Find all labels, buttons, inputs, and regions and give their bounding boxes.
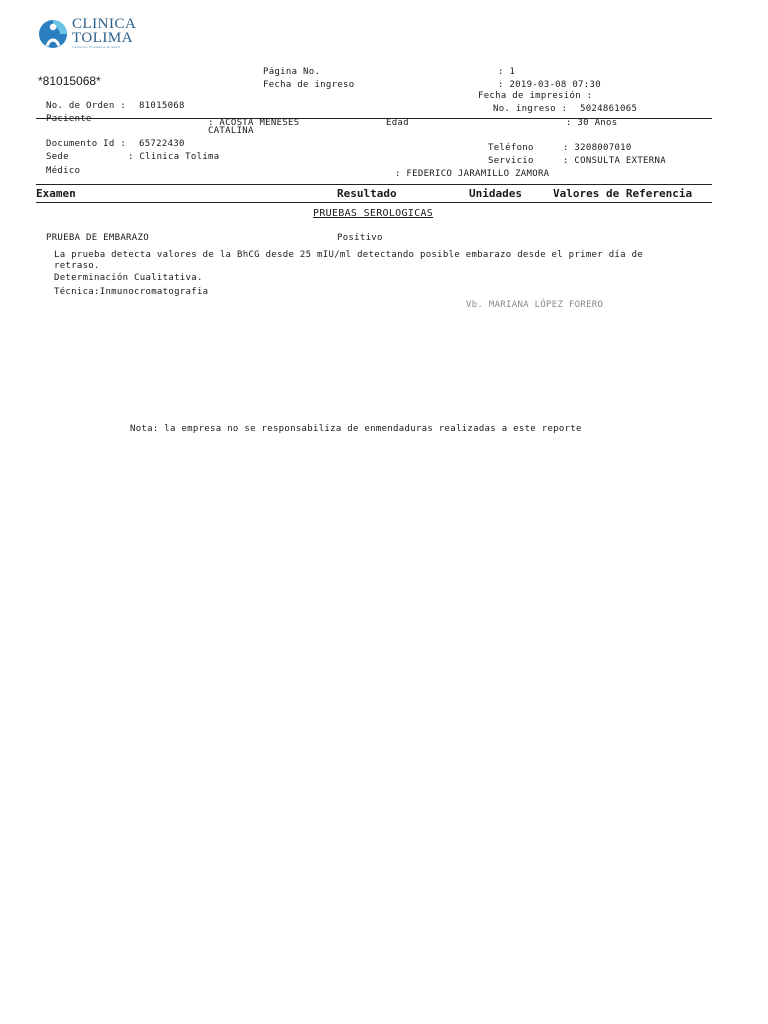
table-top-rule bbox=[36, 184, 712, 185]
pagina-value: : 1 bbox=[498, 67, 516, 77]
logo-tagline: Institución Prestadora de Salud bbox=[72, 45, 120, 49]
paciente-value-line2: CATALINA bbox=[208, 126, 254, 136]
documento-value: 65722430 bbox=[139, 139, 185, 149]
exam-note-line1: La prueba detecta valores de la BhCG desde 25 mIU/ml detectando posible embarazo desde el primer día de bbox=[54, 250, 643, 260]
col-examen: Examen bbox=[36, 187, 76, 200]
logo-line2: TOLIMA bbox=[72, 30, 134, 46]
signature-vb: Vb. MARIANA LÓPEZ FORERO bbox=[466, 300, 604, 310]
paciente-value-line1: : ACOSTA MENESES bbox=[208, 118, 300, 128]
medico-label: Médico bbox=[46, 166, 81, 176]
exam-note-line2: retraso. bbox=[54, 261, 100, 271]
fecha-ingreso-value: : 2019-03-08 07:30 bbox=[498, 80, 601, 90]
orden-label: No. de Orden : bbox=[46, 101, 127, 111]
clinic-logo bbox=[38, 16, 137, 54]
exam-note-line3: Determinación Cualitativa. bbox=[54, 273, 203, 283]
table-header-rule bbox=[36, 202, 712, 203]
exam-note-line4: Técnica:Inmunocromatografia bbox=[54, 287, 209, 297]
ingreso-label: No. ingreso : bbox=[493, 104, 568, 114]
pagina-label: Página No. bbox=[263, 67, 321, 77]
exam-name: PRUEBA DE EMBARAZO bbox=[46, 233, 149, 243]
telefono-value: : 3208007010 bbox=[563, 143, 632, 153]
fecha-impresion-label: Fecha de impresión : bbox=[478, 91, 593, 101]
footer-note: Nota: la empresa no se responsabiliza de enmendaduras realizadas a este reporte bbox=[130, 424, 582, 434]
sede-value: : Clinica Tolima bbox=[128, 152, 220, 162]
col-resultado: Resultado bbox=[337, 187, 397, 200]
edad-label: Edad bbox=[386, 118, 409, 128]
telefono-label: Teléfono bbox=[488, 143, 534, 153]
sede-label: Sede bbox=[46, 152, 69, 162]
documento-label: Documento Id : bbox=[46, 139, 127, 149]
section-title: PRUEBAS SEROLOGICAS bbox=[313, 208, 434, 219]
fecha-ingreso-label: Fecha de ingreso bbox=[263, 80, 355, 90]
servicio-value: : CONSULTA EXTERNA bbox=[563, 156, 666, 166]
logo-line1: CLINICA bbox=[72, 16, 137, 32]
paciente-label: Paciente bbox=[46, 114, 92, 124]
clinic-logo-wordmark bbox=[72, 17, 136, 45]
servicio-label: Servicio bbox=[488, 156, 534, 166]
ingreso-value: 5024861065 bbox=[580, 104, 638, 114]
exam-result: Positivo bbox=[337, 233, 383, 243]
col-referencia: Valores de Referencia bbox=[553, 187, 693, 200]
col-unidades: Unidades bbox=[469, 187, 522, 200]
medico-value: : FEDERICO JARAMILLO ZAMORA bbox=[395, 169, 550, 179]
orden-value: 81015068 bbox=[139, 101, 185, 111]
edad-value: : 30 Años bbox=[566, 118, 618, 128]
barcode-text: *81015068* bbox=[38, 74, 101, 88]
clinic-logo-icon bbox=[38, 16, 68, 52]
